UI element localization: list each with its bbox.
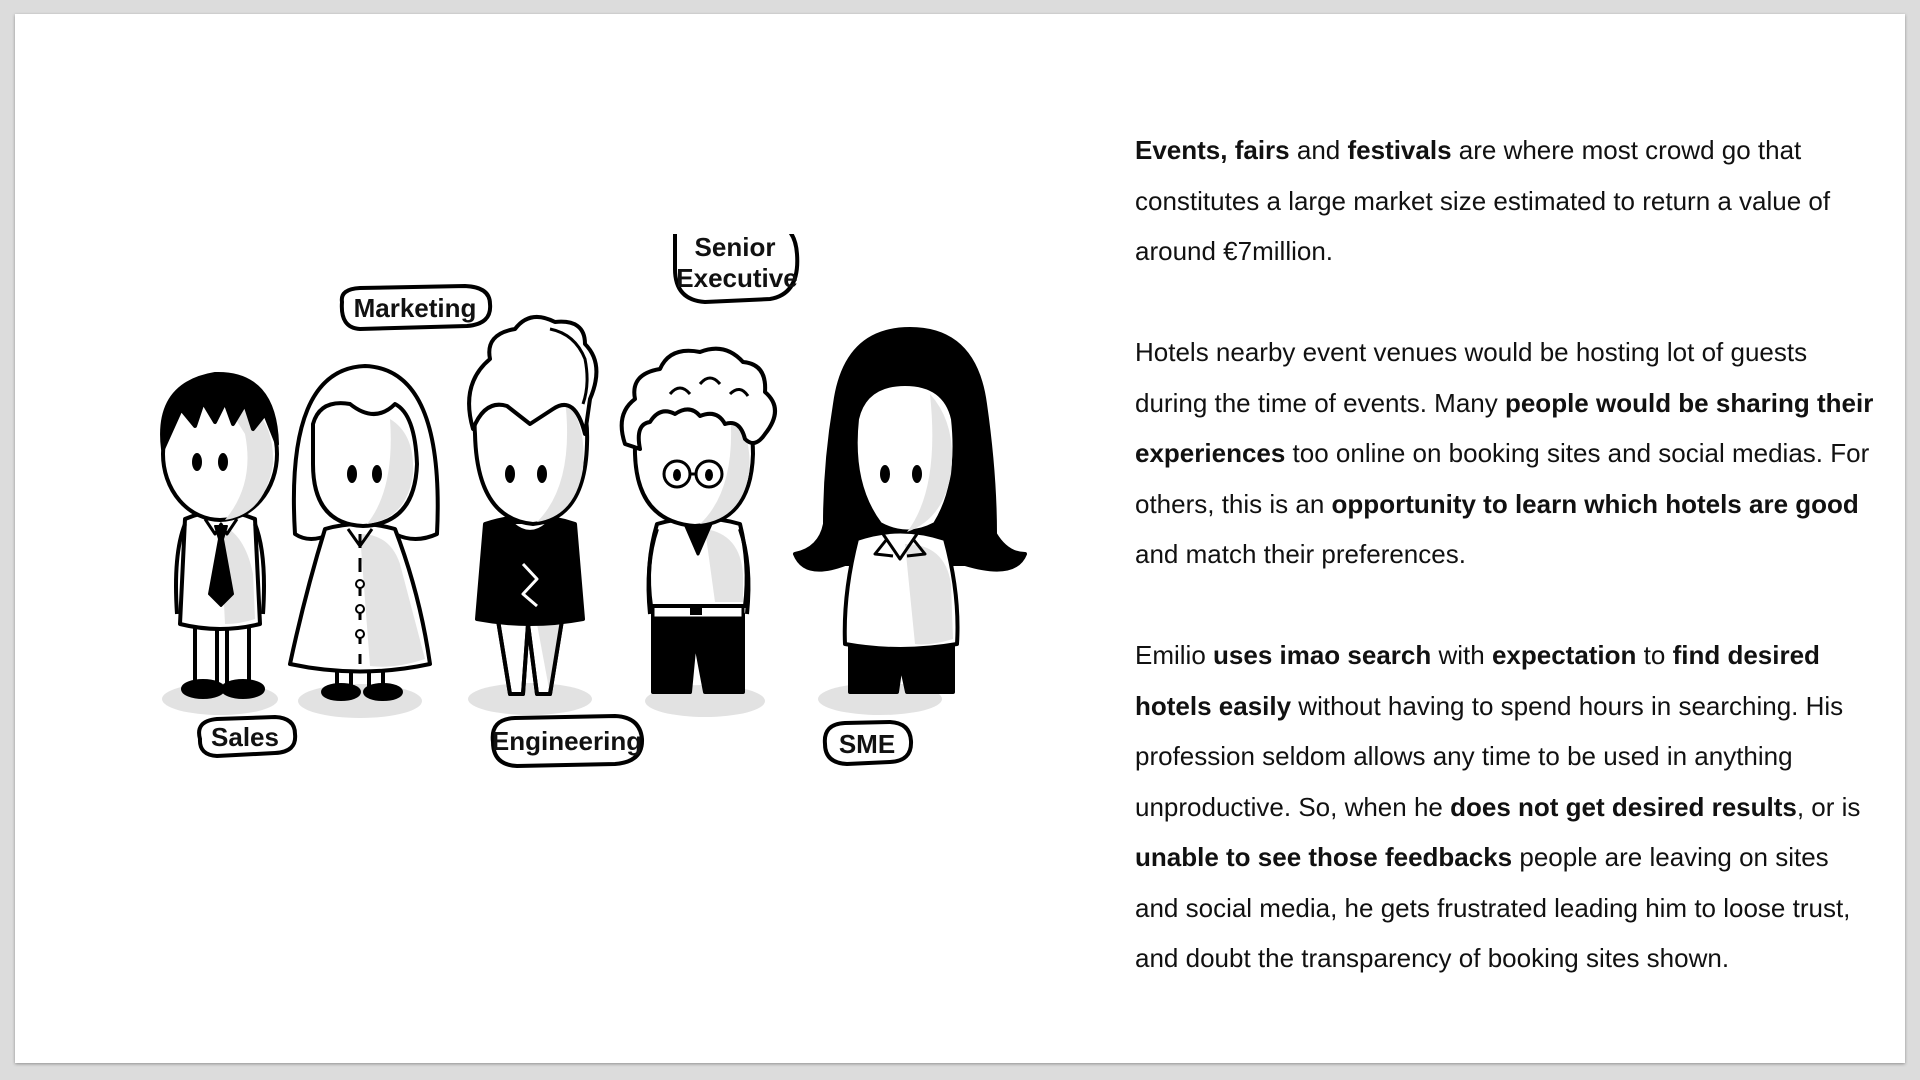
- label-engineering-text: Engineering: [491, 726, 643, 756]
- text-segment: with: [1431, 640, 1492, 670]
- paragraph-events: [1135, 125, 1875, 277]
- paragraph-emilio: [1135, 630, 1875, 984]
- person-marketing: [290, 366, 438, 699]
- label-sme-text: SME: [838, 729, 896, 759]
- team-illustration: [145, 234, 1045, 794]
- bold-text-segment: unable to see those feedbacks: [1135, 842, 1513, 872]
- text-segment: , or is: [1796, 791, 1861, 822]
- slide: [15, 14, 1905, 1063]
- label-marketing: [342, 286, 490, 329]
- text-segment: to: [1636, 640, 1673, 670]
- bold-text-segment: festivals: [1347, 135, 1452, 165]
- person-sales: [162, 374, 277, 697]
- bold-text-segment: Events, fairs: [1135, 135, 1290, 165]
- label-senior-text: Senior: [694, 234, 776, 262]
- text-segment: and match their preferences.: [1135, 539, 1466, 569]
- bold-text-segment: does not get desired results: [1450, 791, 1797, 822]
- bold-text-segment: find desired hotels easily: [1135, 640, 1820, 721]
- label-sme: [825, 722, 911, 764]
- text-segment: Hotels nearby event venues would be hosting lot of guests during the time of events. Many: [1135, 337, 1808, 418]
- label-executive-text: Executive: [676, 263, 798, 293]
- bold-text-segment: opportunity to learn which hotels are good: [1331, 488, 1859, 519]
- label-sales-text: Sales: [211, 722, 279, 752]
- text-segment: people are leaving on sites and social media, he gets frustrated leading him to loose trust, and doubt the transparency of booking sites shown.: [1135, 842, 1851, 973]
- bold-text-segment: people would be sharing their experiences: [1135, 387, 1874, 468]
- label-marketing-text: Marketing: [353, 293, 477, 323]
- text-segment: are where most crowd go that constitutes a large market size estimated to return a value of around €7million.: [1135, 135, 1831, 266]
- person-sme: [795, 329, 1025, 692]
- label-senior-executive: [675, 234, 798, 302]
- text-segment: Emilio: [1135, 640, 1214, 670]
- description-text: [1135, 125, 1875, 1034]
- label-engineering: [492, 716, 642, 766]
- label-sales: [199, 717, 295, 756]
- person-engineering: [469, 317, 596, 694]
- bold-text-segment: expectation: [1491, 640, 1637, 670]
- paragraph-hotels: [1135, 327, 1875, 580]
- text-segment: without having to spend hours in searching. His profession seldom allows any time to be used in anything unproductive. So, when he: [1135, 690, 1844, 822]
- team-illustration-svg: [145, 234, 1045, 794]
- bold-text-segment: uses imao search: [1213, 640, 1432, 670]
- text-segment: too online on booking sites and social medias. For others, this is an: [1135, 438, 1870, 519]
- person-senior-executive: [622, 349, 775, 692]
- text-segment: and: [1289, 135, 1348, 165]
